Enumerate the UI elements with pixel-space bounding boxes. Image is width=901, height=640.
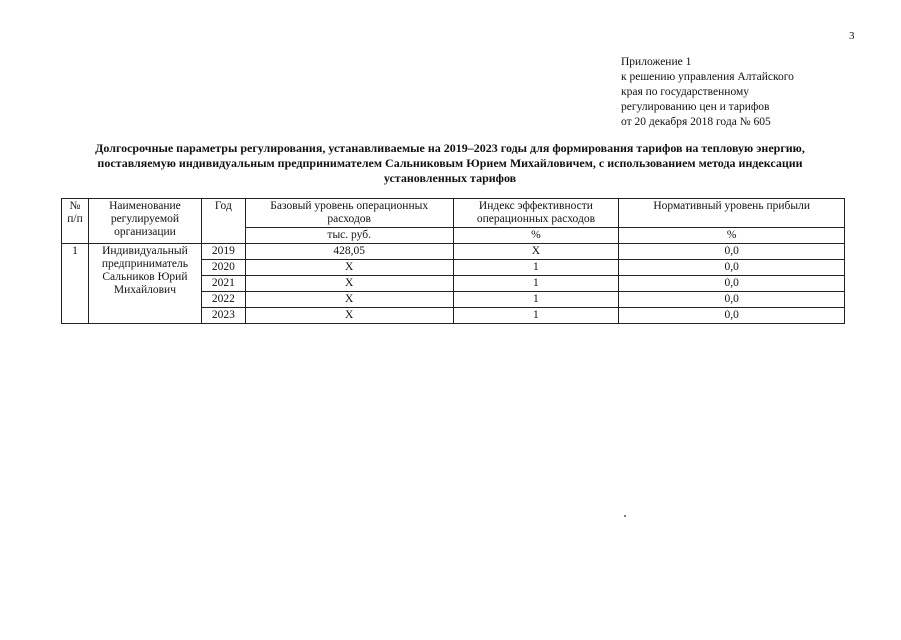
cell-base: Х — [245, 292, 453, 308]
appendix-line: края по государственному — [621, 86, 749, 98]
cell-profit: 0,0 — [619, 260, 845, 276]
header-efficiency-index — [453, 199, 619, 228]
header-profit-level — [619, 199, 845, 228]
header-num — [62, 199, 89, 244]
header-text: регулируемой — [110, 213, 180, 225]
title-line: поставляемую индивидуальным предпринимателем Сальниковым Юрием Михайловичем, с использованием метода индексации — [97, 156, 803, 170]
cell-idx: 1 — [453, 292, 619, 308]
cell-idx: 1 — [453, 276, 619, 292]
document-title — [60, 141, 840, 186]
cell-year: 2022 — [201, 292, 245, 308]
cell-idx: 1 — [453, 308, 619, 324]
unit-base: тыс. руб. — [245, 228, 453, 244]
header-text: расходов — [327, 213, 371, 225]
cell-year: 2023 — [201, 308, 245, 324]
cell-base: Х — [245, 308, 453, 324]
header-text: Индекс эффективности — [478, 200, 593, 212]
title-line: Долгосрочные параметры регулирования, устанавливаемые на 2019–2023 годы для формирования тарифов на тепловую энергию, — [95, 141, 805, 155]
cell-idx: Х — [453, 244, 619, 260]
org-name-line: Михайлович — [113, 284, 176, 296]
table-header-row — [62, 199, 845, 228]
cell-year: 2021 — [201, 276, 245, 292]
header-base-level — [245, 199, 453, 228]
header-text: № — [69, 200, 81, 212]
cell-profit: 0,0 — [619, 292, 845, 308]
title-line: установленных тарифов — [383, 171, 517, 185]
cell-profit: 0,0 — [619, 308, 845, 324]
cell-profit: 0,0 — [619, 244, 845, 260]
cell-base: 428,05 — [245, 244, 453, 260]
header-text: Базовый уровень операционных — [270, 200, 429, 212]
appendix-line: Приложение 1 — [621, 56, 692, 68]
org-name-line: предприниматель — [101, 258, 189, 270]
scan-speck — [624, 515, 626, 517]
cell-idx: 1 — [453, 260, 619, 276]
unit-profit: % — [619, 228, 845, 244]
page-number: 3 — [849, 30, 855, 42]
header-text: операционных расходов — [476, 213, 595, 225]
appendix-line: регулированию цен и тарифов — [621, 101, 770, 113]
cell-year: 2020 — [201, 260, 245, 276]
organization-name — [88, 244, 201, 324]
header-text: Нормативный уровень прибыли — [653, 200, 810, 212]
header-text: Год — [214, 200, 232, 212]
row-number: 1 — [62, 244, 89, 324]
appendix-block — [621, 55, 881, 130]
org-name-line: Сальников Юрий — [102, 271, 188, 283]
org-name-line: Индивидуальный — [102, 245, 188, 257]
header-text: п/п — [67, 213, 83, 225]
header-organization — [88, 199, 201, 244]
appendix-line: от 20 декабря 2018 года № 605 — [621, 116, 771, 128]
table-row — [62, 244, 845, 260]
cell-base: Х — [245, 276, 453, 292]
cell-profit: 0,0 — [619, 276, 845, 292]
cell-base: Х — [245, 260, 453, 276]
header-year — [201, 199, 245, 244]
unit-idx: % — [453, 228, 619, 244]
appendix-line: к решению управления Алтайского — [621, 71, 794, 83]
parameters-table — [61, 198, 845, 324]
cell-year: 2019 — [201, 244, 245, 260]
header-text: организации — [114, 226, 176, 238]
header-text: Наименование — [109, 200, 181, 212]
